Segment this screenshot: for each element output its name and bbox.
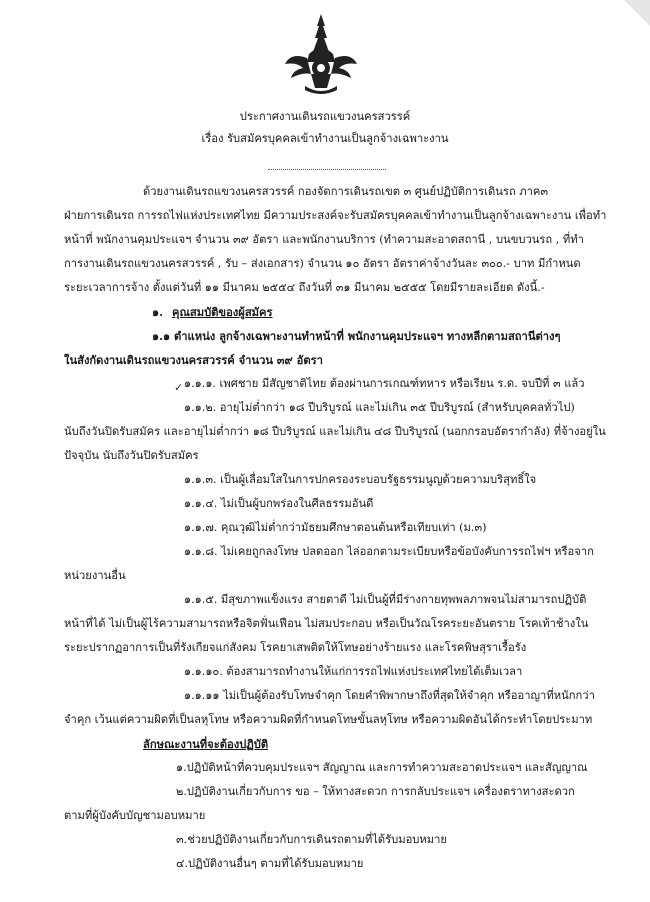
item-1-1-7: ๑.๑.๗. คุณวุฒิไม่ต่ำกว่ามัธยมศึกษาตอนต้นหรือเทียบเท่า (ม.๓) <box>184 521 487 534</box>
item-1-1-11: ๑.๑.๑๑ ไม่เป็นผู้ต้องรับโทษจำคุก โดยคำพิพากษาถึงที่สุดให้จำคุก หรืออาญาที่หนักกว่า <box>184 689 595 702</box>
item-1-1-3: ๑.๑.๓. เป็นผู้เลื่อมใสในการปกครองระบอบรัฐธรรมนูญด้วยความบริสุทธิ์ใจ <box>184 473 537 486</box>
duty-2: ๒.ปฏิบัติงานเกี่ยวกับการ ขอ – ให้ทางสะดวก การกลับประแจฯ เครื่องตราทางสะดวก <box>176 785 575 798</box>
item-1-1-8: ๑.๑.๘. ไม่เคยถูกลงโทษ ปลดออก ไล่ออกตามระเบียบหรือข้อบังคับการรถไฟฯ หรือจาก <box>184 545 594 558</box>
srt-emblem-logo <box>283 12 359 94</box>
announcement-subject: เรื่อง รับสมัครบุคคลเข้าทำงานเป็นลูกจ้างเฉพาะงาน <box>201 132 449 145</box>
duty-1: ๑.ปฏิบัติหน้าที่ควบคุมประแจฯ สัญญาณ และการทำความสะอาดประแจฯ และสัญญาณ <box>176 761 588 774</box>
item-1-1-5-cont-2: ระยะปรากฏอาการเป็นที่รังเกียจแก่สังคม โรคยาเสพติดให้โทษอย่างร้ายแรง และโรคพิษสุราเรื้อรัง <box>64 641 527 654</box>
title-separator <box>268 169 386 170</box>
intro-line-4: การงานเดินรถแขวงนครสวรรค์ , รับ – ส่งเอกสาร) จำนวน ๑๐ อัตรา อัตราค่าจ้างวันละ ๓๐๐.- บาท มีกำหนด <box>64 257 581 270</box>
announcement-title: ประกาศงานเดินรถแขวงนครสวรรค์ <box>239 110 411 123</box>
intro-line-3: หน้าที่ พนักงานคุมประแจฯ จำนวน ๓๙ อัตรา และพนักงานบริการ (ทำความสะอาดสถานี , บนขบวนรถ , ที่ทำ <box>64 233 584 246</box>
position-line-1: ๑.๑ ตำแหน่ง ลูกจ้างเฉพาะงานทำหน้าที่ พนักงานคุมประแจฯ ทางหลีกตามสถานีต่างๆ <box>152 329 561 343</box>
item-1-1-1: ๑.๑.๑. เพศชาย มีสัญชาติไทย ต้องผ่านการเกณฑ์ทหาร หรือเรียน ร.ด. จบปีที่ ๓ แล้ว <box>184 377 585 390</box>
duties-heading: ลักษณะงานที่จะต้องปฏิบัติ <box>143 737 269 751</box>
item-1-1-2-cont-1: นับถึงวันปิดรับสมัคร และอายุไม่ต่ำกว่า ๑๘ ปีบริบูรณ์ และไม่เกิน ๔๘ ปีบริบูรณ์ (นอกกรอบอัตรากำลัง) ที่จ้างอยู่ใน <box>64 425 606 438</box>
item-1-1-5-cont-1: หน้าที่ได้ ไม่เป็นผู้ไร้ความสามารถหรือจิตฟั่นเฟือน ไม่สมประกอบ หรือเป็นวัณโรคระยะอันตราย โรคเท้าช้างใน <box>64 617 589 630</box>
item-1-1-2: ๑.๑.๒. อายุไม่ต่ำกว่า ๑๘ ปีบริบูรณ์ และไม่เกิน ๓๕ ปีบริบูรณ์ (สำหรับบุคคลทั่วไป) <box>184 401 575 414</box>
position-line-2: ในสังกัดงานเดินรถแขวงนครสวรรค์ จำนวน ๓๙ อัตรา <box>64 353 323 367</box>
margin-mark: ✓ <box>174 381 184 394</box>
page-corner-fold <box>624 0 650 26</box>
duty-3: ๓.ช่วยปฏิบัติงานเกี่ยวกับการเดินรถตามที่ได้รับมอบหมาย <box>176 833 447 846</box>
intro-line-5: ระยะเวลาการจ้าง ตั้งแต่วันที่ ๑๑ มีนาคม ๒๕๕๔ ถึงวันที่ ๓๑ มีนาคม ๒๕๕๕ โดยมีรายละเอียด ดังนี้.- <box>64 281 545 294</box>
item-1-1-4: ๑.๑.๔. ไม่เป็นผู้บกพร่องในศีลธรรมอันดี <box>184 497 374 510</box>
item-1-1-10: ๑.๑.๑๐. ต้องสามารถทำงานให้แก่การรถไฟแห่งประเทศไทยได้เต็มเวลา <box>184 665 523 678</box>
duty-2-cont: ตามที่ผู้บังคับบัญชามอบหมาย <box>64 809 206 822</box>
item-1-1-5: ๑.๑.๕. มีสุขภาพแข็งแรง สายตาดี ไม่เป็นผู้ที่มีร่างกายทุพพลภาพจนไม่สามารถปฏิบัติ <box>184 593 587 606</box>
duty-4: ๔.ปฏิบัติงานอื่นๆ ตามที่ได้รับมอบหมาย <box>176 857 364 870</box>
intro-line-2: ฝ่ายการเดินรถ การรถไฟแห่งประเทศไทย มีความประสงค์จะรับสมัครบุคคลเข้าทำงานเป็นลูกจ้างเฉพาะงาน เพื่อทำ <box>64 209 607 222</box>
section1-heading: คุณสมบัติของผู้สมัคร <box>172 305 273 319</box>
section1-number: ๑. <box>152 305 163 319</box>
item-1-1-8-cont: หน่วยงานอื่น <box>64 569 126 582</box>
item-1-1-11-cont: จำคุก เว้นแต่ความผิดที่เป็นลหุโทษ หรือความผิดที่กำหนดโทษขั้นลหุโทษ หรือความผิดอันได้กระทำโดยประมาท <box>64 713 593 726</box>
intro-line-1: ด้วยงานเดินรถแขวงนครสวรรค์ กองจัดการเดินรถเขต ๓ ศูนย์ปฏิบัติการเดินรถ ภาค๓ <box>143 185 548 198</box>
item-1-1-2-cont-2: ปัจจุบัน นับถึงวันปิดรับสมัคร <box>64 449 199 462</box>
